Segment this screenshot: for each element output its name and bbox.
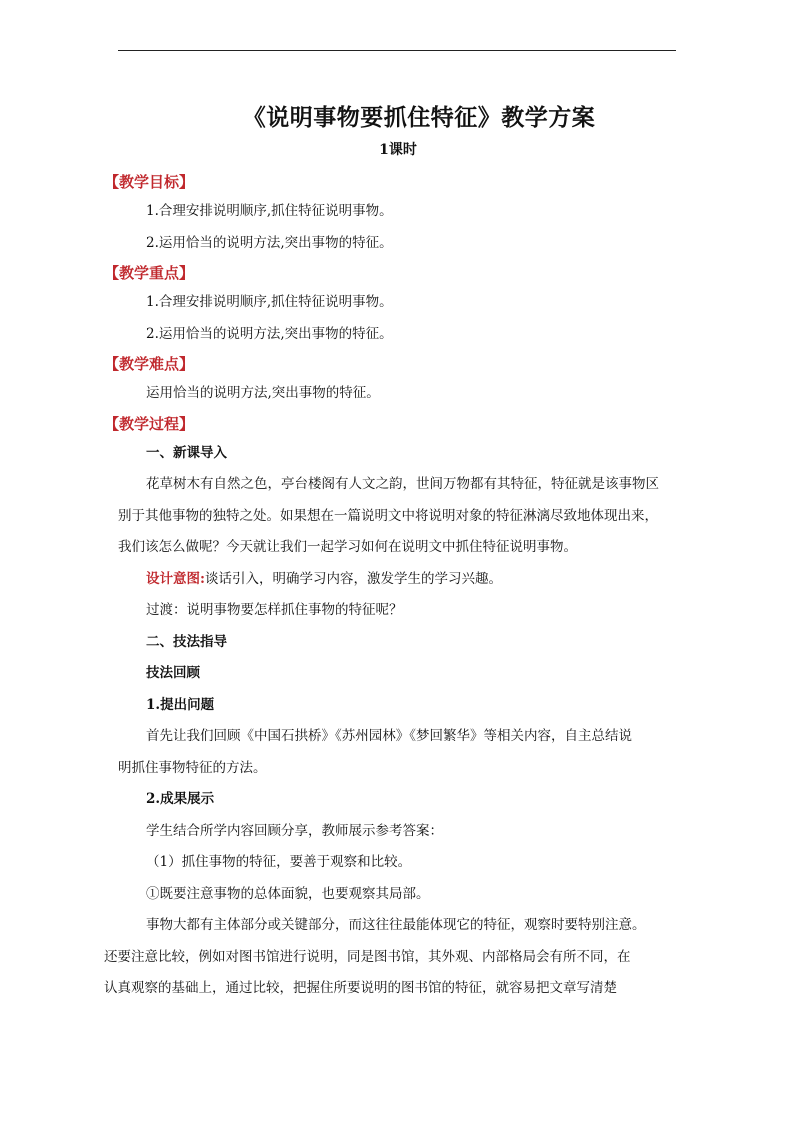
intro-line-2: 别于其他事物的独特之处。如果想在一篇说明文中将说明对象的特征淋漓尽致地体现出来， <box>118 507 658 524</box>
point-1a: ①既要注意事物的总体面貌，也要观察其局部。 <box>146 885 430 902</box>
document-body <box>104 98 678 1005</box>
point-1: （1）抓住事物的特征，要善于观察和比较。 <box>146 854 412 870</box>
document-title: 《说明事物要抓住特征》教学方案 <box>242 104 596 131</box>
design-intent <box>118 564 678 596</box>
keypoint-item-2: 2.运用恰当的说明方法,突出事物的特征。 <box>146 325 393 342</box>
step2-heading: 2.成果展示 <box>146 791 215 807</box>
body-line-3: 认真观察的基础上，通过比较，把握住所要说明的图书馆的特征，就容易把文章写清楚 <box>104 980 617 996</box>
step1-heading: 1.提出问题 <box>146 696 215 713</box>
section-heading-difficulty: 【教学难点】 <box>104 355 195 373</box>
intro-line-3: 我们该怎么做呢？今天就让我们一起学习如何在说明文中抓住特征说明事物。 <box>118 539 577 555</box>
step1-line-1: 首先让我们回顾《中国石拱桥》《苏州园林》《梦回繁华》等相关内容，自主总结说 <box>146 728 632 744</box>
design-intent-label: 设计意图: <box>146 570 205 587</box>
document-subtitle: 1课时 <box>379 142 417 158</box>
body-line-2: 还要注意比较，例如对图书馆进行说明，同是图书馆，其外观、内部格局会有所不同，在 <box>104 948 631 965</box>
step1-line-2: 明抓住事物特征的方法。 <box>118 759 267 776</box>
part1-heading: 一、新课导入 <box>146 444 227 461</box>
difficulty-item-1: 运用恰当的说明方法,突出事物的特征。 <box>146 385 380 401</box>
keypoint-item-1: 1.合理安排说明顺序,抓住特征说明事物。 <box>146 294 393 310</box>
goal-item-2: 2.运用恰当的说明方法,突出事物的特征。 <box>146 234 393 251</box>
header-rule <box>118 50 676 51</box>
part2-heading: 二、技法指导 <box>146 633 227 650</box>
step2-intro: 学生结合所学内容回顾分享，教师展示参考答案： <box>146 822 443 839</box>
transition-text: 过渡：说明事物要怎样抓住事物的特征呢？ <box>146 602 403 618</box>
design-intent-text: 谈话引入，明确学习内容，激发学生的学习兴趣。 <box>204 570 502 587</box>
section-heading-keypoints: 【教学重点】 <box>104 264 195 282</box>
body-line-1: 事物大都有主体部分或关键部分，而这往往最能体现它的特征，观察时要特别注意。 <box>146 917 646 933</box>
intro-line-1: 花草树木有自然之色，亭台楼阁有人文之韵，世间万物都有其特征，特征就是该事物区 <box>146 476 659 492</box>
section-heading-process: 【教学过程】 <box>104 414 195 433</box>
review-heading: 技法回顾 <box>146 665 200 681</box>
section-heading-goals: 【教学目标】 <box>104 173 195 191</box>
goal-item-1: 1.合理安排说明顺序,抓住特征说明事物。 <box>146 203 393 219</box>
